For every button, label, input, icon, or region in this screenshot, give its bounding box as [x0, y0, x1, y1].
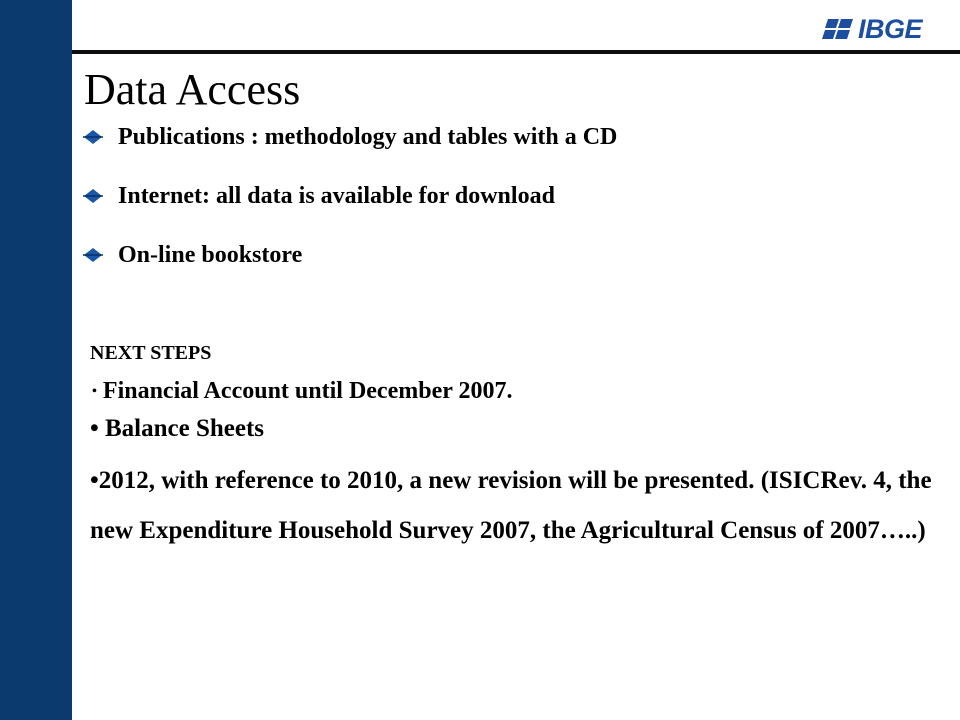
- ibge-logo: [822, 14, 922, 44]
- diamond-bullet-icon: [82, 187, 104, 205]
- list-item: [82, 120, 617, 154]
- header-rule: [72, 50, 960, 54]
- next-steps-section: [90, 340, 940, 556]
- left-sidebar-bar: [0, 0, 72, 720]
- next-step-item: [90, 376, 940, 407]
- list-item: [82, 238, 617, 272]
- list-item-text: Internet: all data is available for download: [118, 182, 555, 209]
- logo-text: IBGE: [858, 13, 923, 44]
- ibge-logo-mark-icon: [822, 18, 856, 40]
- list-item-text: On-line bookstore: [118, 241, 303, 268]
- next-step-item: •2012, with reference to 2010, a new revision will be presented. (ISICRev. 4, the new Expenditure Household Survey 2007, the Agricultural Census of 2007…..): [90, 466, 932, 544]
- next-steps-heading: NEXT STEPS: [90, 342, 212, 364]
- diamond-bullet-icon: [82, 128, 104, 146]
- list-item: [82, 179, 617, 213]
- bullet-dot-icon: •: [92, 383, 97, 399]
- page-title: Data Access: [84, 65, 301, 114]
- next-step-text: Financial Account until December 2007.: [102, 378, 513, 404]
- data-access-list: [82, 120, 617, 297]
- next-step-item: • Balance Sheets: [90, 415, 265, 443]
- list-item-text: Publications : methodology and tables with a CD: [118, 123, 618, 150]
- diamond-bullet-icon: [82, 246, 104, 264]
